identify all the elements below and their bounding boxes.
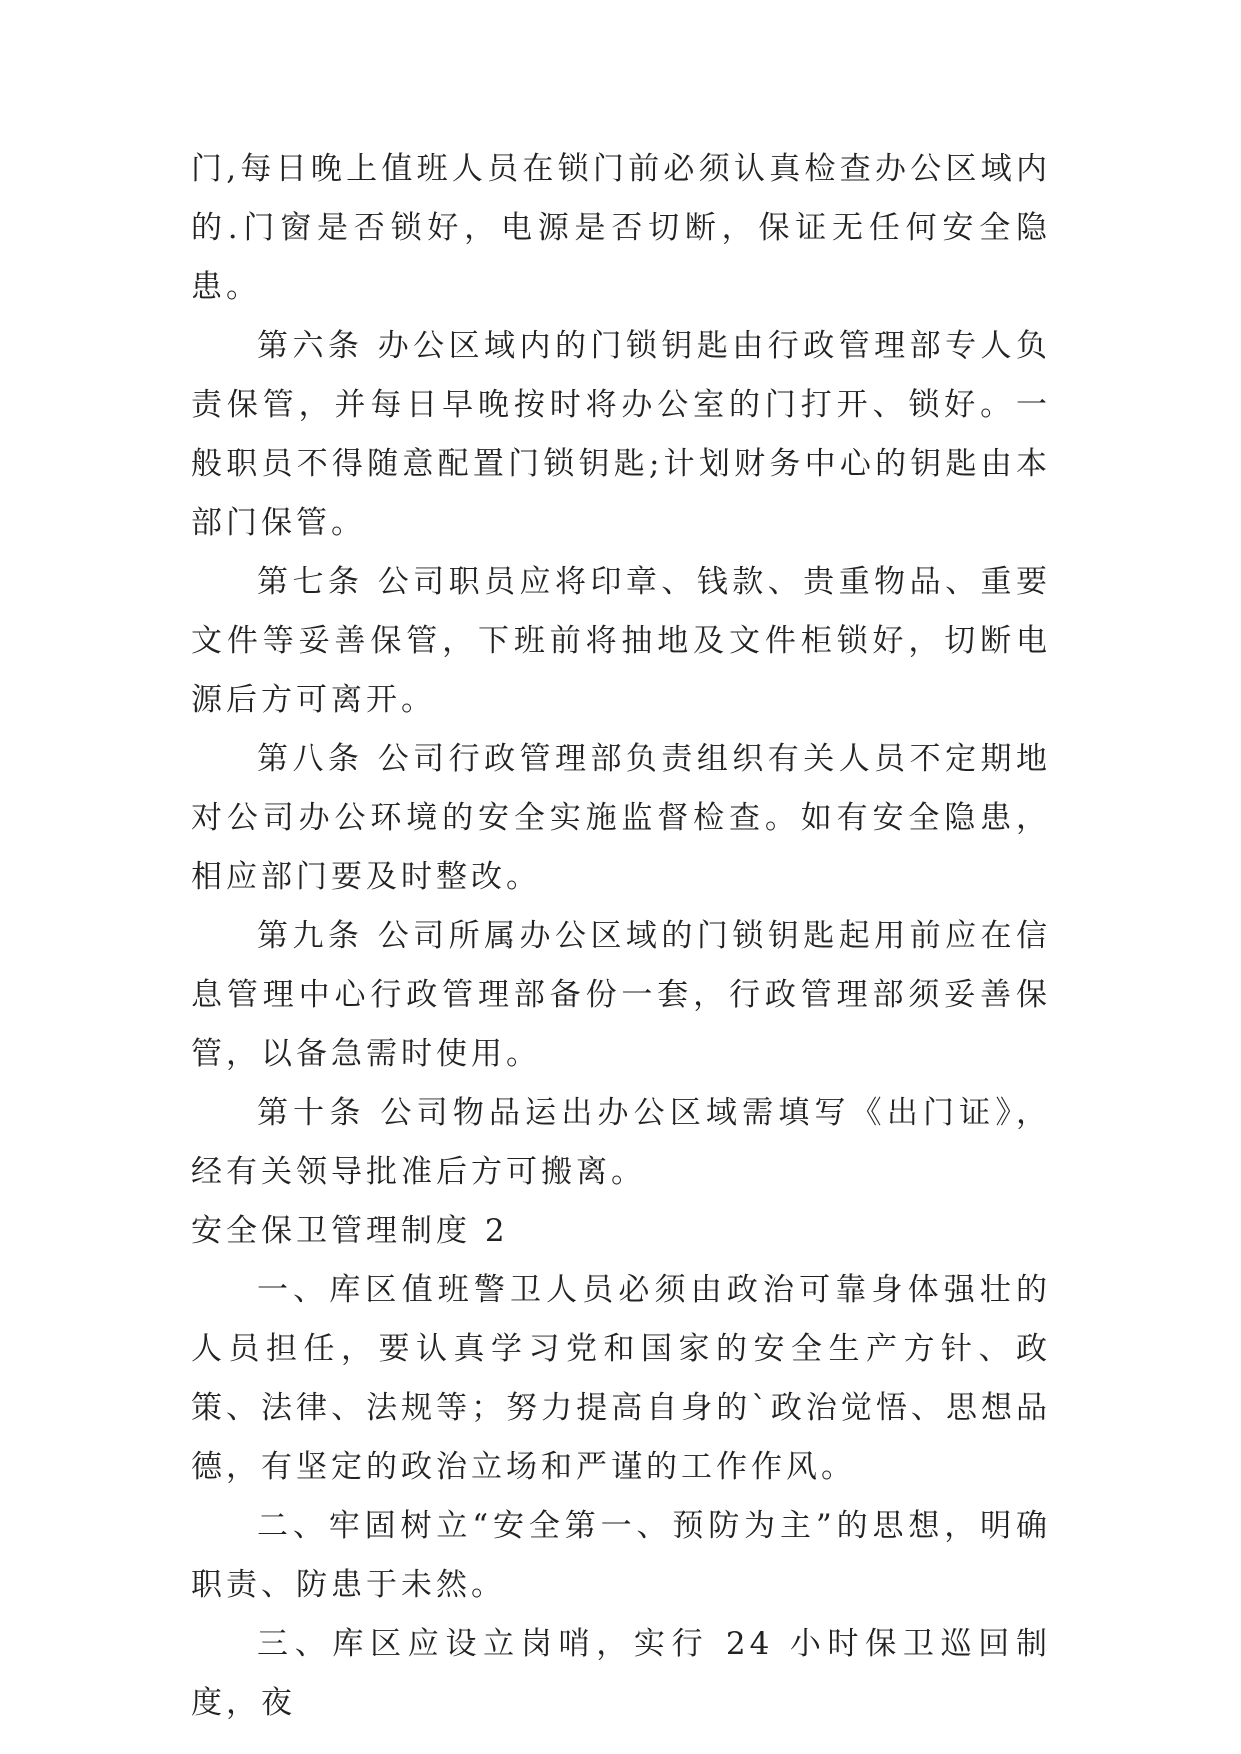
document-body (191, 140, 1051, 1733)
paragraph-item-3: 三、库区应设立岗哨，实行 24 小时保卫巡回制度，夜 (191, 1626, 1051, 1721)
paragraph-article-7: 第七条 公司职员应将印章、钱款、贵重物品、重要文件等妥善保管，下班前将抽地及文件柜锁好，切断电源后方可离开。 (191, 564, 1051, 718)
paragraph-item-1: 一、库区值班警卫人员必须由政治可靠身体强壮的人员担任，要认真学习党和国家的安全生产方针、政策、法律、法规等；努力提高自身的`政治觉悟、思想品德，有坚定的政治立场和严谨的工作作风。 (191, 1272, 1051, 1485)
paragraph-article-6: 第六条 办公区域内的门锁钥匙由行政管理部专人负责保管，并每日早晚按时将办公室的门打开、锁好。一般职员不得随意配置门锁钥匙;计划财务中心的钥匙由本部门保管。 (191, 328, 1051, 541)
paragraph-article-10: 第十条 公司物品运出办公区域需填写《出门证》，经有关领导批准后方可搬离。 (191, 1095, 1051, 1190)
paragraph-article-9: 第九条 公司所属办公区域的门锁钥匙起用前应在信息管理中心行政管理部备份一套，行政管理部须妥善保管，以备急需时使用。 (191, 918, 1051, 1072)
paragraph-continuation: 门,每日晚上值班人员在锁门前必须认真检查办公区域内的.门窗是否锁好，电源是否切断，保证无任何安全隐患。 (191, 151, 1051, 305)
section-heading: 安全保卫管理制度 2 (191, 1213, 509, 1249)
paragraph-item-2: 二、牢固树立“安全第一、预防为主”的思想，明确职责、防患于未然。 (191, 1508, 1051, 1603)
paragraph-article-8: 第八条 公司行政管理部负责组织有关人员不定期地对公司办公环境的安全实施监督检查。如有安全隐患，相应部门要及时整改。 (191, 741, 1051, 895)
